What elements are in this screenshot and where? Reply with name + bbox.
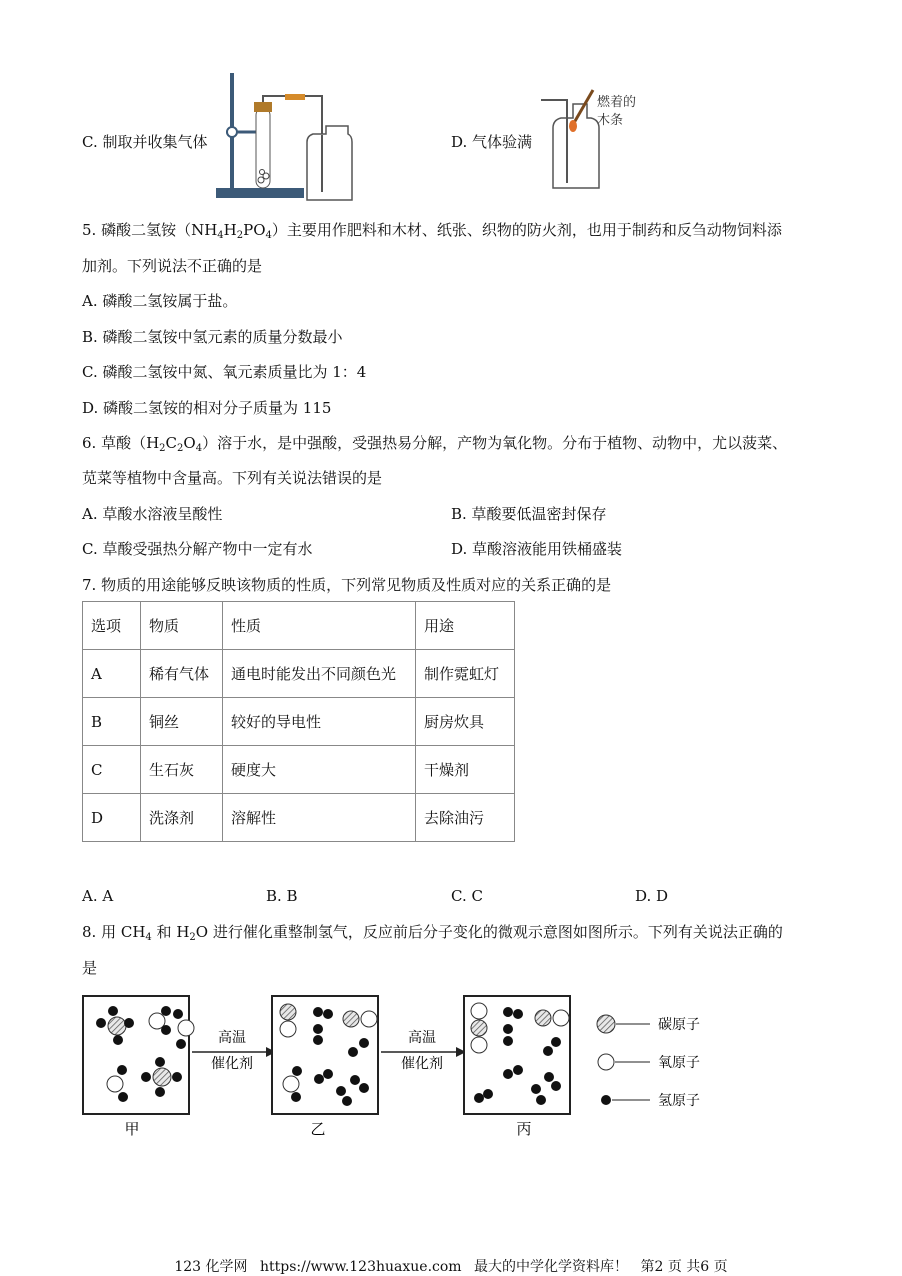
table-cell: 溶解性 <box>223 794 416 842</box>
table-cell: D <box>83 794 141 842</box>
svg-text:氢原子: 氢原子 <box>658 1093 700 1109</box>
footer-page-number: 第2 页 共6 页 <box>640 1259 728 1275</box>
q5-stem-line1: 5. 磷酸二氢铵$(NH_4H_2PO_4)$主要用作肥料和木材、纸张、织物的防火剂，也用于制药和反刍动物饲料添 <box>82 221 782 241</box>
table-cell: 铜丝 <box>141 698 223 746</box>
svg-text:氧原子: 氧原子 <box>658 1055 700 1071</box>
legend-oxygen <box>598 1054 700 1071</box>
table-header-row <box>83 602 515 650</box>
table-cell: B <box>83 698 141 746</box>
arrow2-bottom-label: 催化剂 <box>401 1056 443 1072</box>
q5-option-c: C. 磷酸二氢铵中氮、氧元素质量比为 1：4 <box>82 363 367 381</box>
q6-option-c: C. 草酸受强热分解产物中一定有水 <box>82 540 313 558</box>
q5-stem-line2: 加剂。下列说法不正确的是 <box>82 257 263 275</box>
table-row <box>83 746 515 794</box>
table-cell: C <box>83 746 141 794</box>
q7-answer-c: C. C <box>451 887 483 905</box>
q6-option-a: A. 草酸水溶液呈酸性 <box>82 505 223 523</box>
q5-option-d: D. 磷酸二氢铵的相对分子质量为 115 <box>82 399 332 417</box>
arrow1-top-label: 高温 <box>218 1030 246 1046</box>
q6-option-d: D. 草酸溶液能用铁桶盛装 <box>451 540 623 558</box>
table-row <box>83 698 515 746</box>
table-cell: 硬度大 <box>223 746 416 794</box>
arrow1-bottom-label: 催化剂 <box>211 1056 253 1072</box>
q5-option-b: B. 磷酸二氢铵中氢元素的质量分数最小 <box>82 328 343 346</box>
table-row <box>83 794 515 842</box>
q4-option-d: D. 气体验满 <box>451 133 533 151</box>
footer-site: 123 化学网 <box>174 1259 248 1275</box>
q6-stem-line1: 6. 草酸$(H_2C_2O_4)$溶于水，是中强酸，受强热易分解，产物为氧化物。分布于植物、动物中，尤以菠菜、 <box>82 434 788 454</box>
footer-url[interactable]: https://www.123huaxue.com <box>259 1259 462 1275</box>
box-label-jia: 甲 <box>124 1120 140 1138</box>
table-cell: A <box>83 650 141 698</box>
table-header-cell: 性质 <box>223 602 416 650</box>
box-label-bing: 丙 <box>516 1120 532 1138</box>
legend-hydrogen <box>601 1093 700 1109</box>
table-cell: 稀有气体 <box>141 650 223 698</box>
table-cell: 洗涤剂 <box>141 794 223 842</box>
table-cell: 厨房炊具 <box>416 698 515 746</box>
q8-stem-line1: 8. 用 $CH_4$ 和 $H_2O$ 进行催化重整制氢气，反应前后分子变化的微观示意图如图所示。下列有关说法正确的 <box>82 923 783 943</box>
table-cell: 干燥剂 <box>416 746 515 794</box>
q8-stem-line2: 是 <box>82 959 98 977</box>
table-header-cell: 选项 <box>83 602 141 650</box>
q7-table <box>82 601 515 842</box>
q4-option-c: C. 制取并收集气体 <box>82 133 208 151</box>
svg-text:碳原子: 碳原子 <box>658 1017 700 1033</box>
q5-option-a: A. 磷酸二氢铵属于盐。 <box>82 292 238 310</box>
table-header-cell: 物质 <box>141 602 223 650</box>
table-cell: 通电时能发出不同颜色光 <box>223 650 416 698</box>
table-cell: 生石灰 <box>141 746 223 794</box>
table-header-cell: 用途 <box>416 602 515 650</box>
gas-generation-apparatus-image <box>212 70 360 202</box>
table-cell: 制作霓虹灯 <box>416 650 515 698</box>
q6-option-b: B. 草酸要低温密封保存 <box>451 505 607 523</box>
q7-stem: 7. 物质的用途能够反映该物质的性质，下列常见物质及性质对应的关系正确的是 <box>82 576 612 594</box>
box-label-yi: 乙 <box>310 1120 326 1138</box>
table-cell: 较好的导电性 <box>223 698 416 746</box>
legend-carbon <box>597 1015 700 1033</box>
q7-answer-a: A. A <box>82 887 114 905</box>
molecule-reaction-diagram <box>80 990 730 1142</box>
q6-stem-line2: 苋菜等植物中含量高。下列有关说法错误的是 <box>82 469 383 487</box>
q7-answer-b: B. B <box>266 887 298 905</box>
arrow2-top-label: 高温 <box>408 1030 436 1046</box>
gas-full-test-image <box>535 88 660 193</box>
burning-stick-label-line2: 木条 <box>597 113 624 128</box>
table-cell: 去除油污 <box>416 794 515 842</box>
table-row <box>83 650 515 698</box>
q7-answer-d: D. D <box>635 887 669 905</box>
burning-stick-label-line1: 燃着的 <box>597 95 637 110</box>
page-footer <box>0 1256 902 1276</box>
footer-slogan: 最大的中学化学资料库！ <box>474 1259 629 1275</box>
